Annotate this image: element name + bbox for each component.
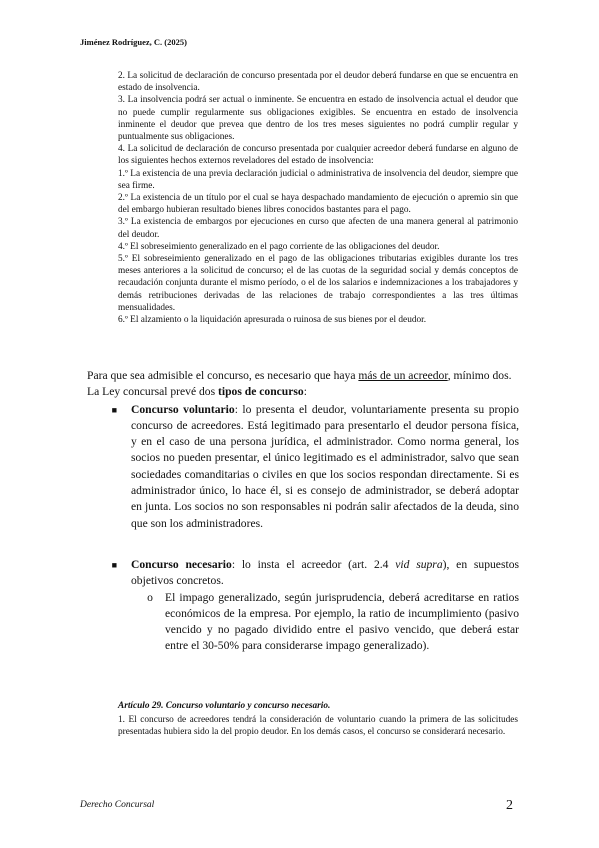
sub-bullet-item: o El impago generalizado, según jurisprudencia, deberá acreditarse en ratios económicos de la empresa. Por ejemplo, la ratio de incumplimiento (pasivo vencido y no pagado dividido entre el pasivo vencido, que deberá estar entre el 30-50% para considerarse impago generalizado). — [87, 590, 519, 655]
square-bullet-icon: ■ — [111, 404, 117, 415]
bullet-term: Concurso necesario — [131, 557, 232, 571]
article-title: Artículo 29. Concurso voluntario y concurso necesario. — [118, 701, 331, 711]
law-quote-block — [118, 70, 518, 326]
footer-title: Derecho Concursal — [80, 800, 155, 810]
quote-paragraph: 2. La solicitud de declaración de concurso presentada por el deudor deberá fundarse en que se encuentra en estado de insolvencia. — [118, 71, 518, 94]
quote-paragraph: 4.º El sobreseimiento generalizado en el pago corriente de las obligaciones del deudor. — [118, 241, 440, 252]
types-intro-paragraph: La Ley concursal prevé dos tipos de concurso: — [87, 385, 307, 399]
quote-paragraph: 6.º El alzamiento o la liquidación apresurada o ruinosa de sus bienes por el deudor. — [118, 315, 427, 326]
main-body — [87, 368, 519, 655]
article-text: 1. El concurso de acreedores tendrá la consideración de voluntario cuando la primera de las solicitudes presentadas hubiera sido la del propio deudor. En los demás casos, el concurso se considerará necesario. — [118, 715, 518, 738]
admissibility-paragraph: Para que sea admisible el concurso, es necesario que haya más de un acreedor, mínimo dos. — [87, 369, 512, 382]
square-bullet-icon: ■ — [111, 559, 117, 570]
header-citation: Jiménez Rodríguez, C. (2025) — [80, 37, 187, 47]
quote-paragraph: 5.º El sobreseimiento generalizado en el pago de las obligaciones tributarias exigibles durante los tres meses anteriores a la solicitud de concurso; el de las cuotas de la seguridad social y demás conceptos de recaudación conjunta durante el mismo período, o el de los salarios e indemnizaciones a los trabajadores y demás retribuciones derivadas de las relaciones de trabajo correspondientes a las tres últimas mensualidades. — [118, 254, 518, 313]
quote-paragraph: 4. La solicitud de declaración de concurso presentada por cualquier acreedor deberá fundarse en alguno de los siguientes hechos externos reveladores del estado de insolvencia: — [118, 144, 518, 167]
bullet-necessary: ■ Concurso necesario: lo insta el acreedor (art. 2.4 vid supra), en supuestos objetivos concretos. — [87, 557, 519, 590]
page-number: 2 — [506, 798, 513, 813]
quote-paragraph: 3. La insolvencia podrá ser actual o inminente. Se encuentra en estado de insolvencia actual el deudor que no puede cumplir regularmente sus obligaciones exigibles. Se encuentra en estado de insolvencia inminente el deudor que prevea que dentro de los tres meses siguientes no podrá cumplir regular y puntualmente sus obligaciones. — [118, 95, 518, 143]
article-block — [118, 700, 518, 739]
quote-paragraph: 3.º La existencia de embargos por ejecuciones en curso que afecten de una manera general al patrimonio del deudor. — [118, 217, 518, 240]
bullet-voluntary: ■ Concurso voluntario: lo presenta el deudor, voluntariamente presenta su propio concurso de acreedores. Está legitimado para presentarlo el deudor persona física, y en el caso de una persona jurídica, el administrador. Como norma general, los socios no pueden presentar, el único legitimado es el administrador, salvo que sean sociedades comanditarias o civiles en que los socios respondan directamente. Si es administrador único, lo hace él, si es consejo de administrador, se deberá adoptar en junta. Los socios no son responsables ni podrán salir afectados de la deuda, sino que son los administradores. — [87, 402, 519, 532]
bullet-term: Concurso voluntario — [131, 402, 235, 416]
circle-bullet-icon: o — [147, 590, 153, 604]
bold-phrase: tipos de concurso — [218, 385, 304, 399]
quote-paragraph: 1.º La existencia de una previa declaración judicial o administrativa de insolvencia del deudor, siempre que sea firme. — [118, 168, 518, 191]
underlined-phrase: más de un acreedor — [358, 369, 448, 382]
italic-phrase: vid supra — [395, 557, 443, 571]
quote-paragraph: 2.º La existencia de un título por el cual se haya despachado mandamiento de ejecución o apremio sin que del embargo hubieran resultado bienes libres conocidos bastantes para el pago. — [118, 193, 518, 216]
